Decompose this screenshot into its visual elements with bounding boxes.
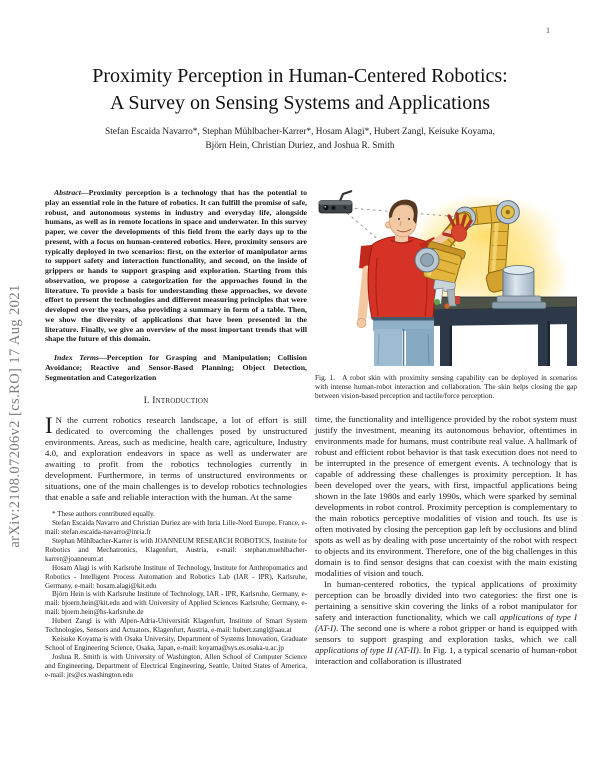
paragraph-text: . In Fig. 1, a typical scenario of human-robot interaction and collaboration is illustrated (315, 644, 577, 666)
section-number: I. (143, 395, 150, 407)
body-paragraph: time, the functionality and intelligence provided by the robot system must justify the investment, meaning its autonomous behavior, oftentimes in environments made for humans, must contribute real value. A hallmark of robust and efficient robot behavior is that task execution does not need to be interrupted in the presence of emergent events. A technology that is capable of addressing these challenges is proximity perception. It has been developed over the years, with first, impactful applications being shown in the late 1980s and early 1990s, which were sparked by seminal developments in robot control. Proximity perception is complementary to the main robotics perceptive modalities of vision and touch. Its use is often motivated by closing the perception gap left by occlusions and blind spots as well as by dealing with pose uncertainty of the robot with respect to objects and its environment. Therefore, one of the big challenges in this domain is to find sensor designs that can coexist with the main existing modalities of vision and touch. (315, 413, 577, 578)
figure-1-illustration (315, 188, 577, 366)
introduction-paragraph (45, 415, 307, 503)
section-title: Introduction (152, 395, 209, 407)
paper-title-line1: Proximity Perception in Human-Centered Robotics: (92, 65, 508, 87)
italic-term-at1: applications of type I (AT-I) (315, 611, 577, 633)
paper-title-line2: A Survey on Sensing Systems and Applications (110, 92, 490, 114)
page-number: 1 (546, 26, 550, 35)
paragraph-text: In human-centered robotics, the typical applications of proximity perception can be broadly divided into two categories: the first one is pertaining a sensitive skin covering the links of a robot manipulator for safety and interaction functionality, which we call (315, 578, 577, 622)
footnote: Hosam Alagi is with Karlsruhe Institute of Technology, Institute for Anthropomatics and Robotics - Intelligent Process Automation and Robotics Lab (IAR - IPR), Karlsruhe, Germany, e-mail: hosam.alagi@kit.edu (45, 563, 307, 590)
section-heading-introduction (45, 395, 307, 406)
left-column (45, 188, 307, 679)
footnote: Hubert Zangl is with Alpen-Adria-Universität Klagenfurt, Institute of Smart System Technologies, Sensors and Actuators, Klagenfurt, Austria, e-mail: hubert.zangl@aau.at (45, 617, 307, 635)
introduction-text: N the current robotics research landscape, a lot of effort is still dedicated to overcoming the challenges posed by unstructured environments. Areas, such as medicine, health care, agriculture, Industry 4.0, and exploration endeavors in space as well as underwater are awaiting to profit from the robotics technologies currently in development. Furthermore, in terms of unstructured environments or situations, one of the main challenges is to develop robotics technologies that enable a safe and reliable interaction with the human. At the same (45, 415, 307, 503)
index-terms-text: Perception for Grasping and Manipulation; Collision Avoidance; Reactive and Sensor-Based Planning; Object Detection, Segmentation and Categorization (45, 353, 307, 382)
footnote: Stefan Escaida Navarro and Christian Duriez are with Inria Lille-Nord Europe, France, e-mail: stefan.escaida-navarro@inria.fr (45, 519, 307, 537)
footnote: Björn Hein is with Karlsruhe Institute of Technology, IAR - IPR, Karlsruhe, Germany, e-mail: bjoern.hein@kit.edu and with University of Applied Sciences Karlsruhe, Germany, e-mail: bjoern.hein@hs-karlsruhe.de (45, 590, 307, 617)
camera-icon (319, 191, 352, 213)
paper-authors (0, 126, 600, 153)
footnote: Stephan Mühlbacher-Karrer is with JOANNEUM RESEARCH ROBOTICS, Institute for Robotics and Mechatronics, Klagenfurt, Austria, e-mail: stephan.muehlbacher-karrer@joanneum.at (45, 536, 307, 563)
paper-header (0, 63, 600, 153)
index-terms-label: Index Terms— (54, 353, 107, 362)
footnote: * These authors contributed equally. (52, 510, 155, 519)
abstract (45, 188, 307, 344)
author-footnotes (45, 510, 307, 679)
abstract-label: Abstract— (54, 188, 89, 197)
right-column (315, 188, 577, 667)
paragraph-text: . The second one is where a robot gripper or hand is equipped with sensors to support grasping and exploration tasks, which we call (315, 622, 577, 644)
italic-term-at2: applications of type II (AT-II) (315, 644, 419, 655)
index-terms (45, 353, 307, 382)
figure-1-label: Fig. 1. (315, 373, 336, 382)
figure-1-caption-text: A robot skin with proximity sensing capability can be deployed in scenarios with intense human-robot interaction and collaboration. The skin helps closing the gap between vision-based perception and tactile/force perception. (315, 373, 577, 401)
body-paragraph (315, 579, 577, 667)
drop-cap: I (45, 413, 53, 439)
figure-1 (315, 188, 577, 366)
abstract-text: Proximity perception is a technology that has the potential to play an essential role in the future of robotics. It can fulfill the promise of safe, robust, and autonomous systems in industry and everyday life, alongside humans, as well as in remote locations in space and underwater. In this survey paper, we cover the developments of this field from the early days up to the present, with a focus on human-centered robotics. Here, proximity sensors are typically deployed in two scenarios: first, on the exterior of manipulator arms to support safety and interaction functionality, and second, on the inside of grippers or hands to support grasping and exploration. Starting from this observation, we propose a categorization for the approaches found in the literature. To provide a basis for understanding these approaches, we devote effort to present the technologies and different measuring principles that were developed over the years, also providing a summary in form of a table. Then, we show the diversity of applications that have been presented in the literature. Finally, we give an overview of the most important trends that will shape the future of this domain. (45, 188, 307, 344)
footnote: Joshua R. Smith is with University of Washington, Allen School of Computer Science and Engineering, Department of Electrical Engineering, Seattle, United States of America, e-mail: jrs@cs.washington.edu (45, 652, 307, 679)
arxiv-stamp: arXiv:2108.07206v2 [cs.RO] 17 Aug 2021 (7, 284, 23, 548)
footnote: Keisuke Koyama is with Osaka University, Department of Systems Innovation, Graduate School of Engineering Science, Osaka, Japan, e-mail: koyama@sys.es.osaka-u.ac.jp (45, 634, 307, 652)
authors-line2: Björn Hein, Christian Duriez, and Joshua R. Smith (205, 140, 395, 151)
authors-line1: Stefan Escaida Navarro*, Stephan Mühlbacher-Karrer*, Hosam Alagi*, Hubert Zangl, Keisuke Koyama, (105, 127, 495, 137)
figure-1-caption (315, 373, 577, 401)
paper-title (0, 63, 600, 117)
